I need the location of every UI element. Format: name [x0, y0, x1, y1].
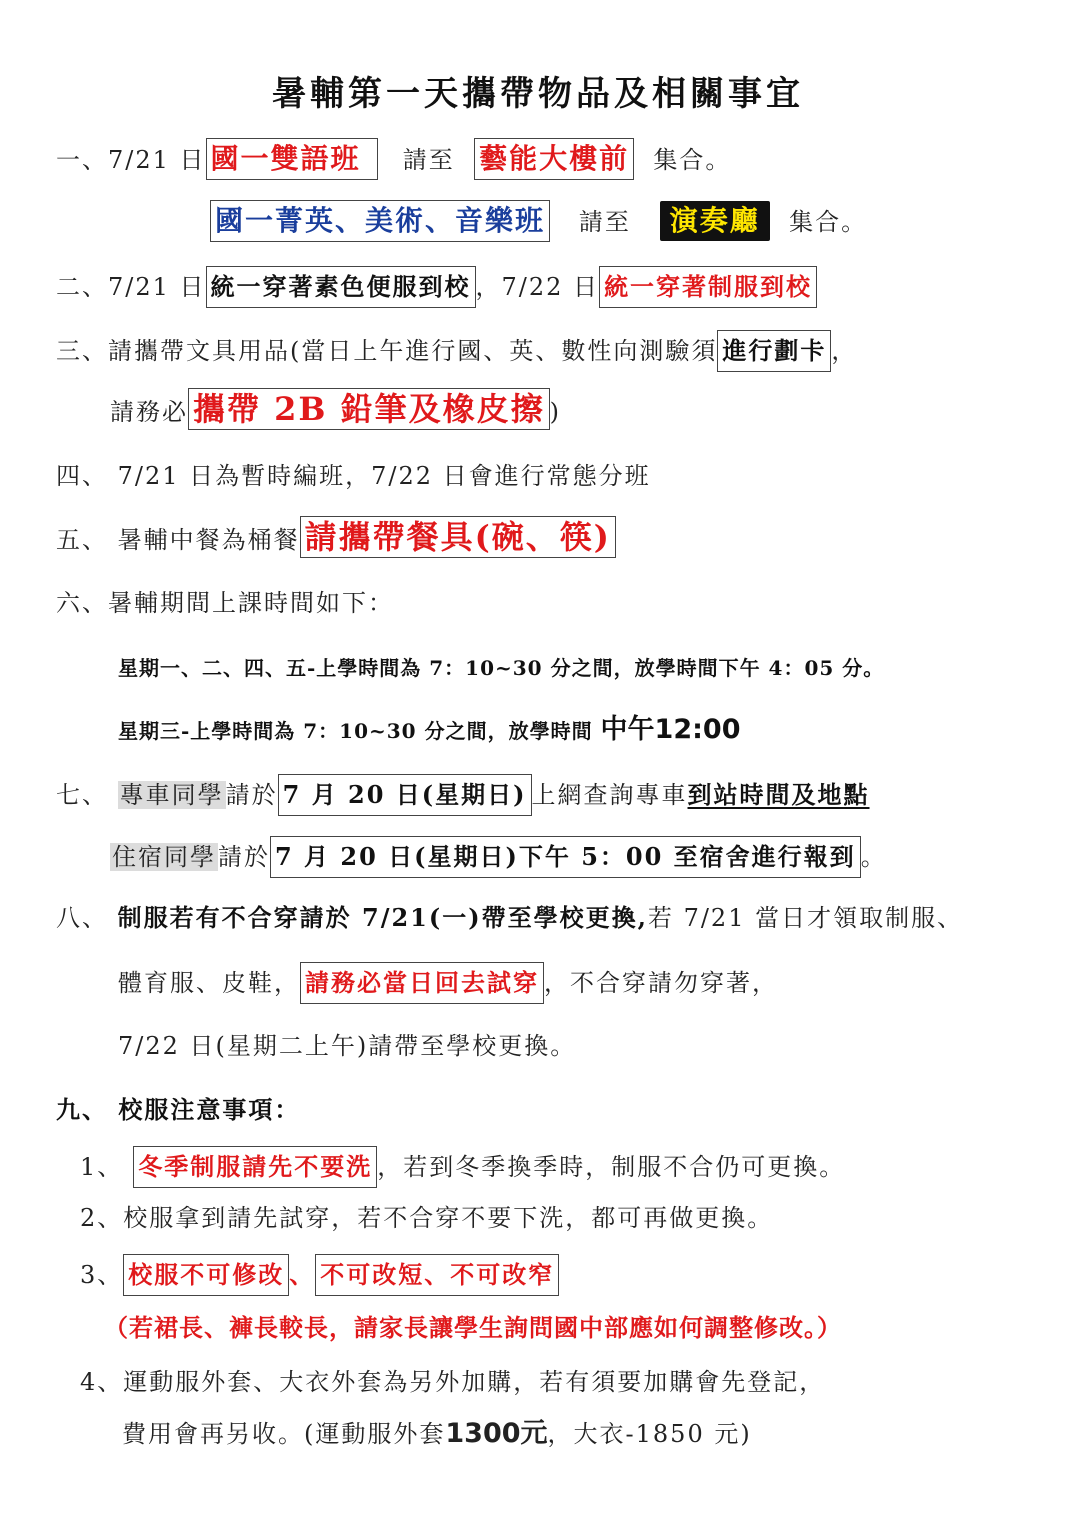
gather-label-2: 集合。: [789, 208, 868, 236]
item-9-4-text: 費用會再另收。(運動服外套: [122, 1420, 446, 1448]
item-9-heading: 九、 校服注意事項：: [56, 1095, 301, 1124]
item-2-line: [56, 266, 817, 308]
item-9-note: （若裙長、褲長較長，請家長讓學生詢問國中部應如何調整修改。）: [104, 1313, 842, 1342]
item-6-heading: 六、暑輔期間上課時間如下：: [56, 589, 394, 617]
item-5-line: [56, 516, 616, 558]
shuttle-stop-info: 到站時間及地點: [687, 780, 870, 809]
dress-uniform-box: 統一穿著制服到校: [599, 266, 817, 308]
item-7-line-2: [110, 836, 887, 878]
go-to-label-1: 請至: [402, 146, 455, 174]
schedule-weekdays: 星期一、二、四、五-上學時間為 7：10~30 分之間，放學時間下午 4：05 分。: [118, 656, 885, 680]
item-4-line: 四、 7/21 日為暫時編班，7/22 日會進行常態分班: [56, 462, 651, 490]
boarding-students-label: 住宿同學: [112, 843, 216, 871]
item-1-line-2: [210, 200, 867, 242]
no-shorten-box: 不可改短、不可改窄: [315, 1254, 559, 1296]
item-3-text: 三、請攜帶文具用品(當日上午進行國、英、數性向測驗須: [56, 337, 718, 365]
item-2-mid: ，7/22 日: [475, 273, 600, 301]
go-to-label-2: 請至: [578, 208, 631, 236]
item-9-2: 2、校服拿到請先試穿，若不合穿不要下洗，都可再做更換。: [80, 1204, 774, 1232]
place-arts-building: 藝能大樓前: [474, 138, 634, 180]
page-title: 暑輔第一天攜帶物品及相關事宜: [272, 74, 804, 114]
no-wash-winter-box: 冬季制服請先不要洗: [133, 1146, 377, 1188]
class-elite-music-art-box: 國一菁英、美術、音樂班: [210, 200, 550, 242]
item-5-text: 五、 暑輔中餐為桶餐: [56, 526, 300, 554]
item-8-line-1: [56, 900, 963, 936]
answer-card-box: 進行劃卡: [717, 330, 831, 372]
item-8-line2b: ，不合穿請勿穿著，: [544, 969, 778, 997]
item-8-line-3: 7/22 日(星期二上午)請帶至學校更換。: [118, 1032, 577, 1060]
item-8-bold: 制服若有不合穿請於 7/21(一)帶至學校更換,: [117, 903, 648, 932]
schedule-wednesday-text: 星期三-上學時間為 7：10~30 分之間，放學時間: [118, 719, 593, 743]
schedule-wednesday-time: 中午12:00: [600, 714, 741, 745]
schedule-wednesday: [118, 712, 741, 749]
utensils-box: 請攜帶餐具(碗、筷): [300, 516, 616, 558]
item-8-prefix: 八、: [56, 904, 108, 932]
jacket-price: 1300元: [445, 1418, 548, 1449]
item-9-3: [80, 1254, 559, 1296]
item-9-1: [80, 1146, 845, 1188]
shuttle-students-label: 專車同學: [119, 781, 224, 809]
item-7-rest1: 上網查詢專車: [531, 781, 688, 809]
item-7-ask1: 請於: [225, 781, 278, 809]
item-9-3-num: 3、: [80, 1261, 124, 1289]
no-alter-box: 校服不可修改: [123, 1254, 289, 1296]
item-8-rest: 若 7/21 當日才領取制服、: [647, 904, 964, 932]
item-9-1-rest: ，若到冬季換季時，制服不合仍可更換。: [377, 1153, 846, 1181]
item-9-4: 4、運動服外套、大衣外套為另外加購，若有須要加購會先登記，: [80, 1368, 826, 1396]
item-9-4-end: ，大衣-1850 元): [547, 1420, 752, 1448]
item-1-prefix: 一、7/21 日: [56, 146, 206, 174]
item-9-1-num: 1、: [80, 1153, 124, 1181]
item-3-close: ): [549, 398, 561, 426]
shuttle-date-box: 7 月 20 日(星期日): [278, 774, 532, 816]
try-on-box: 請務必當日回去試穿: [300, 962, 544, 1004]
place-concert-hall: 演奏廳: [660, 201, 770, 241]
item-7-prefix: 七、: [56, 781, 108, 809]
item-3-line-1: [56, 330, 857, 372]
item-8-line-2: [118, 962, 778, 1004]
item-8-line2a: 體育服、皮鞋，: [118, 969, 300, 997]
item-9-3-sep: 、: [289, 1260, 316, 1289]
item-7-line-1: [56, 774, 870, 816]
item-9-4-cost: [122, 1416, 752, 1452]
class-bilingual-box: 國一雙語班: [206, 138, 378, 180]
item-7-end2: 。: [860, 843, 887, 871]
item-3-comma: ，: [831, 337, 858, 365]
dress-casual-box: 統一穿著素色便服到校: [206, 266, 476, 308]
item-2-prefix: 二、7/21 日: [56, 273, 206, 301]
pencil-eraser-box: 攜帶 2B 鉛筆及橡皮擦: [188, 388, 550, 430]
boarding-date-box: 7 月 20 日(星期日)下午 5：00 至宿舍進行報到: [270, 836, 861, 878]
item-1-line-1: [56, 138, 731, 180]
item-7-ask2: 請於: [218, 843, 270, 871]
item-3-text2: 請務必: [110, 398, 188, 426]
gather-label-1: 集合。: [653, 146, 732, 174]
item-3-line-2: [110, 388, 561, 430]
